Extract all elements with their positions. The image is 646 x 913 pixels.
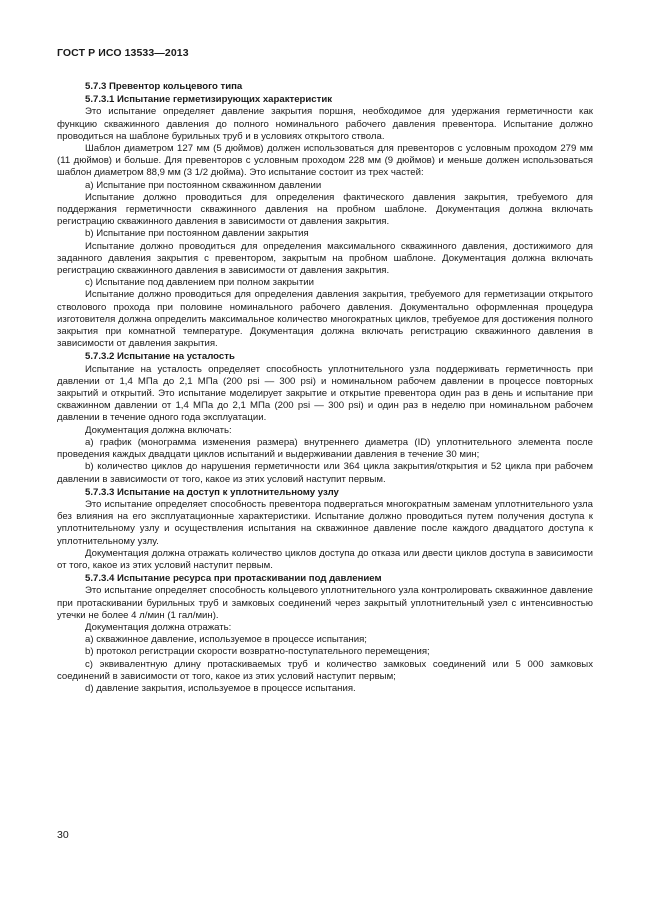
paragraph: Документация должна отражать:	[85, 621, 232, 633]
list-item: с) эквивалентную длину протаскиваемых труб и количество замковых соединений или 5 000 замковых соединений в зависимости от того, какое из этих условий наступит первым;	[57, 658, 593, 682]
paragraph: Испытание на усталость определяет способность уплотнительного узла поддерживать герметичность при давлении от 1,4 МПа до 2,1 МПа (200 psi — 300 psi) и номинальном рабочем давлении в процессе повторных закрытий и открытий. Это испытание моделирует закрытие и открытие превентора один раз в день и испытание при скважинном давлении от 1,4 МПа до 2,1 МПа (200 psi — 300 psi) и один раз в неделю при номинальном рабочем давлении в течение одного года эксплуатации.	[57, 363, 593, 424]
document-header: ГОСТ Р ИСО 13533—2013	[57, 47, 189, 59]
list-item: а) скважинное давление, используемое в процессе испытания;	[85, 634, 367, 646]
paragraph: Документация должна включать:	[85, 424, 232, 436]
list-item: с) Испытание под давлением при полном закрытии	[85, 277, 314, 289]
paragraph: Это испытание определяет давление закрытия поршня, необходимое для удержания герметичности как функцию скважинного давления до полного номинального рабочего давления превентора. Испытание должно проводиться на шаблоне бурильных труб и в условиях открытого ствола.	[57, 106, 593, 142]
paragraph: Испытание должно проводиться для определения максимального скважинного давления, достижимого для заданного давления закрытия с превентором, закрытым на пробном шаблоне. Документация должна включать регистрацию скважинного давления в зависимости от давления закрытия.	[57, 240, 593, 277]
list-item: а) Испытание при постоянном скважинном давлении	[85, 179, 322, 191]
paragraph: Это испытание определяет способность превентора подвергаться многократным заменам уплотнительного узла без влияния на его эксплуатационные характеристики. Испытание должно проводиться путем получения доступа к уплотнительному узлу и осуществления испытания на скважинное давление после каждого двадцатого доступа к уплотнительному узлу.	[57, 498, 593, 547]
section-heading: 5.7.3.2 Испытание на усталость	[85, 351, 235, 363]
list-item: b) протокол регистрации скорости возвратно-поступательного перемещения;	[85, 646, 430, 658]
paragraph: Документация должна отражать количество циклов доступа до отказа или двести циклов доступа в зависимости от того, какое из этих условий наступит первым.	[57, 547, 593, 571]
list-item: d) давление закрытия, используемое в процессе испытания.	[85, 682, 356, 694]
list-item: b) количество циклов до нарушения герметичности или 364 цикла закрытия/открытия и 52 цикла при рабочем давлении в зависимости от того, какое из этих условий наступит первым.	[57, 461, 593, 485]
paragraph: Испытание должно проводиться для определения давления закрытия, требуемого для герметизации открытого стволового прохода при половине номинального рабочего давления. Документально оформленная процедура изготовителя должна определить максимальное количество многократных циклов, требуемое для достижения полного закрытия при комнатной температуре. Документация должна включать регистрацию скважинного давления в зависимости от давления закрытия.	[57, 289, 593, 350]
paragraph: Это испытание определяет способность кольцевого уплотнительного узла контролировать скважинное давление при протаскивании бурильных труб и замковых соединений через закрытый уплотнительный узел с интенсивностью утечки не более 4 л/мин (1 гал/мин).	[57, 585, 593, 621]
section-heading: 5.7.3.1 Испытание герметизирующих характеристик	[85, 94, 333, 106]
paragraph: Шаблон диаметром 127 мм (5 дюймов) должен использоваться для превенторов с условным проходом 279 мм (11 дюймов) и больше. Для превенторов с условным проходом 228 мм (9 дюймов) и меньше должен использоваться шаблон диаметром 88,9 мм (3 1/2 дюйма). Это испытание состоит из трех частей:	[57, 143, 593, 179]
page-number: 30	[57, 829, 69, 841]
section-heading: 5.7.3.4 Испытание ресурса при протаскивании под давлением	[85, 573, 382, 585]
list-item: а) график (монограмма изменения размера) внутреннего диаметра (ID) уплотнительного элемента после проведения каждых двадцати циклов испытаний и выдерживании давления в течение 30 мин;	[57, 436, 593, 461]
page-content	[57, 80, 593, 695]
section-heading: 5.7.3.3 Испытание на доступ к уплотнительному узлу	[85, 486, 339, 498]
section-heading: 5.7.3 Превентор кольцевого типа	[85, 81, 243, 92]
list-item: b) Испытание при постоянном давлении закрытия	[85, 228, 309, 240]
paragraph: Испытание должно проводиться для определения фактического давления закрытия, требуемого для поддержания герметичности скважинного давления на пробном шаблоне. Документация должна включать регистрацию скважинного давления в зависимости от давления закрытия.	[57, 191, 593, 228]
